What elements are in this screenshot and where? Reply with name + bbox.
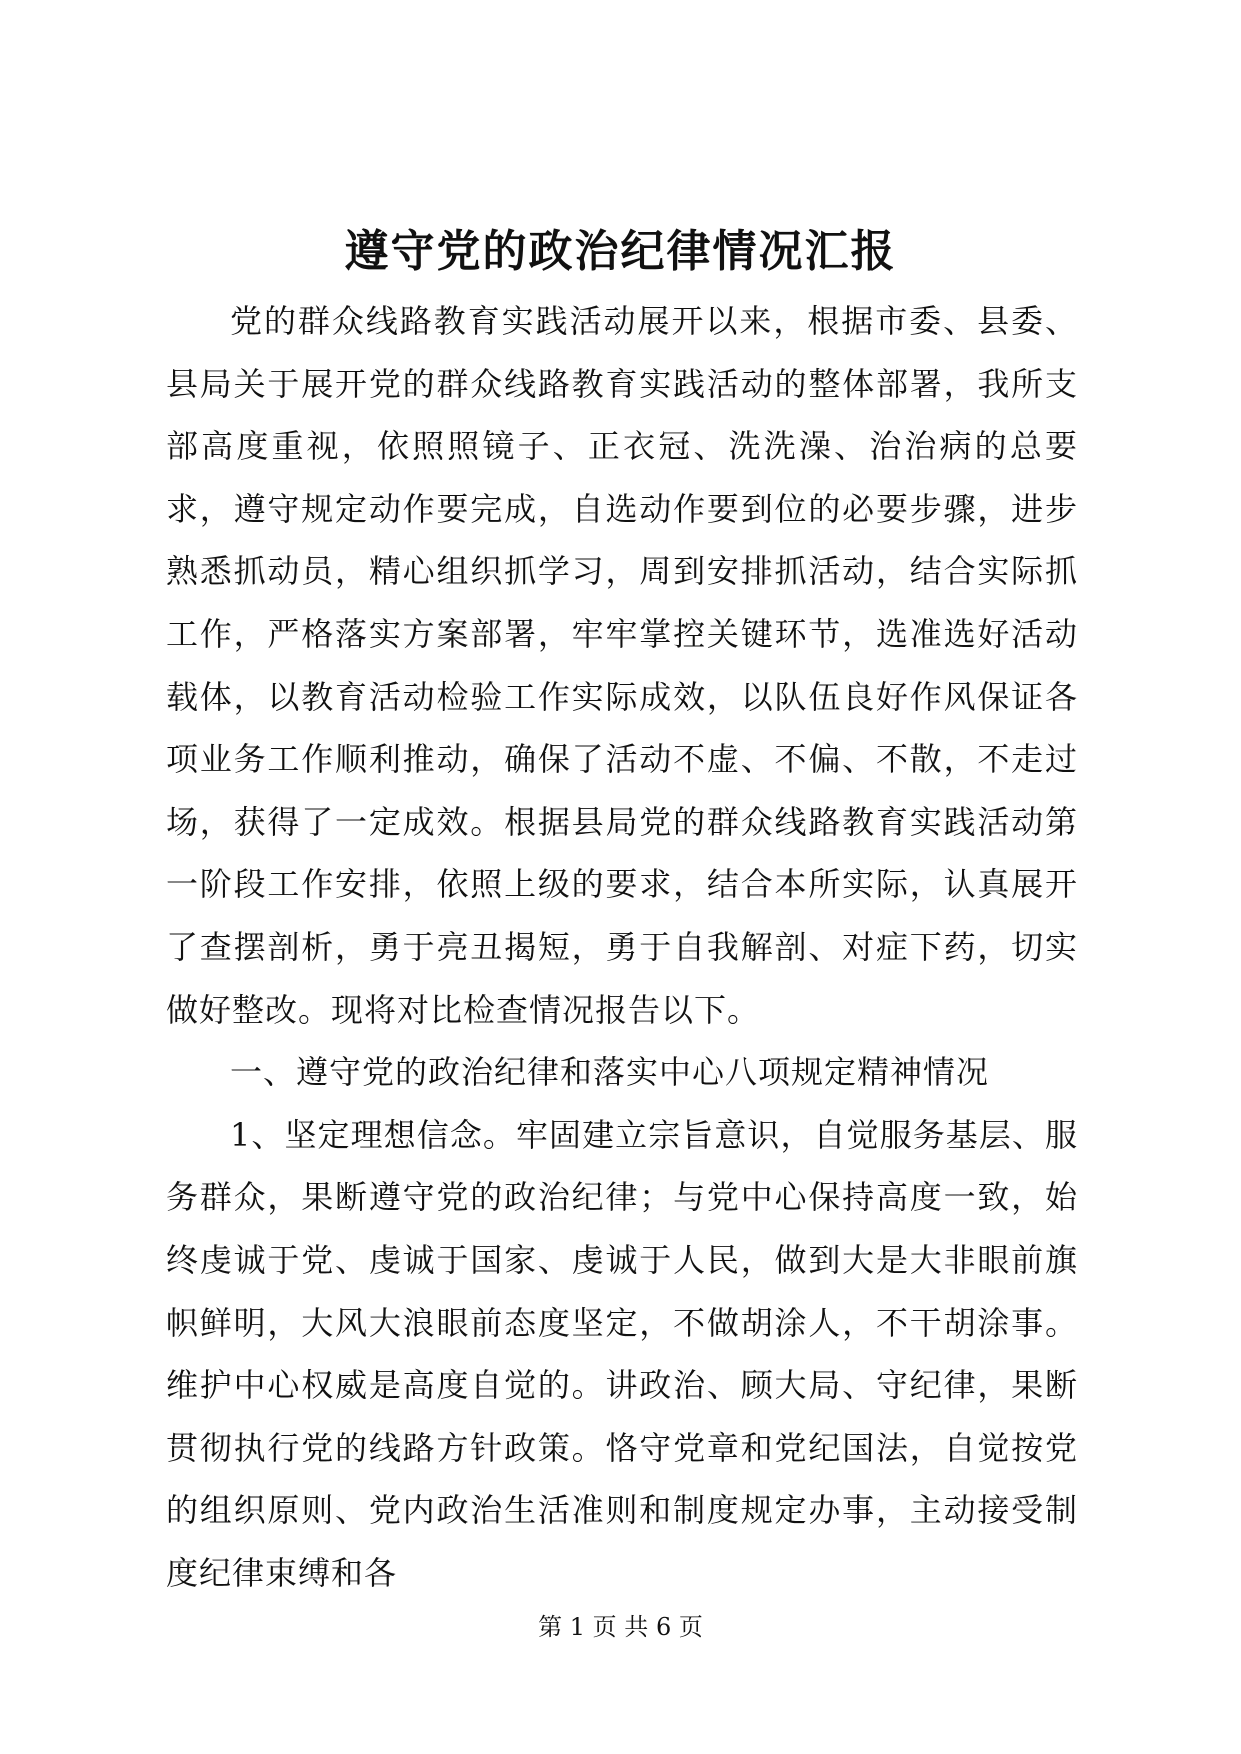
paragraph-intro: 党的群众线路教育实践活动展开以来，根据市委、县委、县局关于展开党的群众线路教育实践活动的整体部署，我所支部高度重视，依照照镜子、正衣冠、洗洗澡、治治病的总要求，遵守规定动作要完成，自选动作要到位的必要步骤，进步熟悉抓动员，精心组织抓学习，周到安排抓活动，结合实际抓工作，严格落实方案部署，牢牢掌控关键环节，选准选好活动载体，以教育活动检验工作实际成效，以队伍良好作风保证各项业务工作顺利推动，确保了活动不虚、不偏、不散，不走过场，获得了一定成效。根据县局党的群众线路教育实践活动第一阶段工作安排，依照上级的要求，结合本所实际，认真展开了查摆剖析，勇于亮丑揭短，勇于自我解剖、对症下药，切实做好整改。现将对比检查情况报告以下。 bbox=[166, 302, 1078, 1029]
section-heading-1: 一、遵守党的政治纪律和落实中心八项规定精神情况 bbox=[230, 1053, 990, 1092]
page-number-footer: 第 1 页 共 6 页 bbox=[538, 1613, 703, 1641]
document-body bbox=[166, 290, 1078, 1604]
paragraph-item-1: 1、坚定理想信念。牢固建立宗旨意识，自觉服务基层、服务群众，果断遵守党的政治纪律；与党中心保持高度一致，始终虔诚于党、虔诚于国家、虔诚于人民，做到大是大非眼前旗帜鲜明，大风大浪眼前态度坚定，不做胡涂人，不干胡涂事。维护中心权威是高度自觉的。讲政治、顾大局、守纪律，果断贯彻执行党的线路方针政策。恪守党章和党纪国法，自觉按党的组织原则、党内政治生活准则和制度规定办事，主动接受制度纪律束缚和各 bbox=[166, 1115, 1078, 1592]
document-title: 遵守党的政治纪律情况汇报 bbox=[344, 226, 897, 277]
